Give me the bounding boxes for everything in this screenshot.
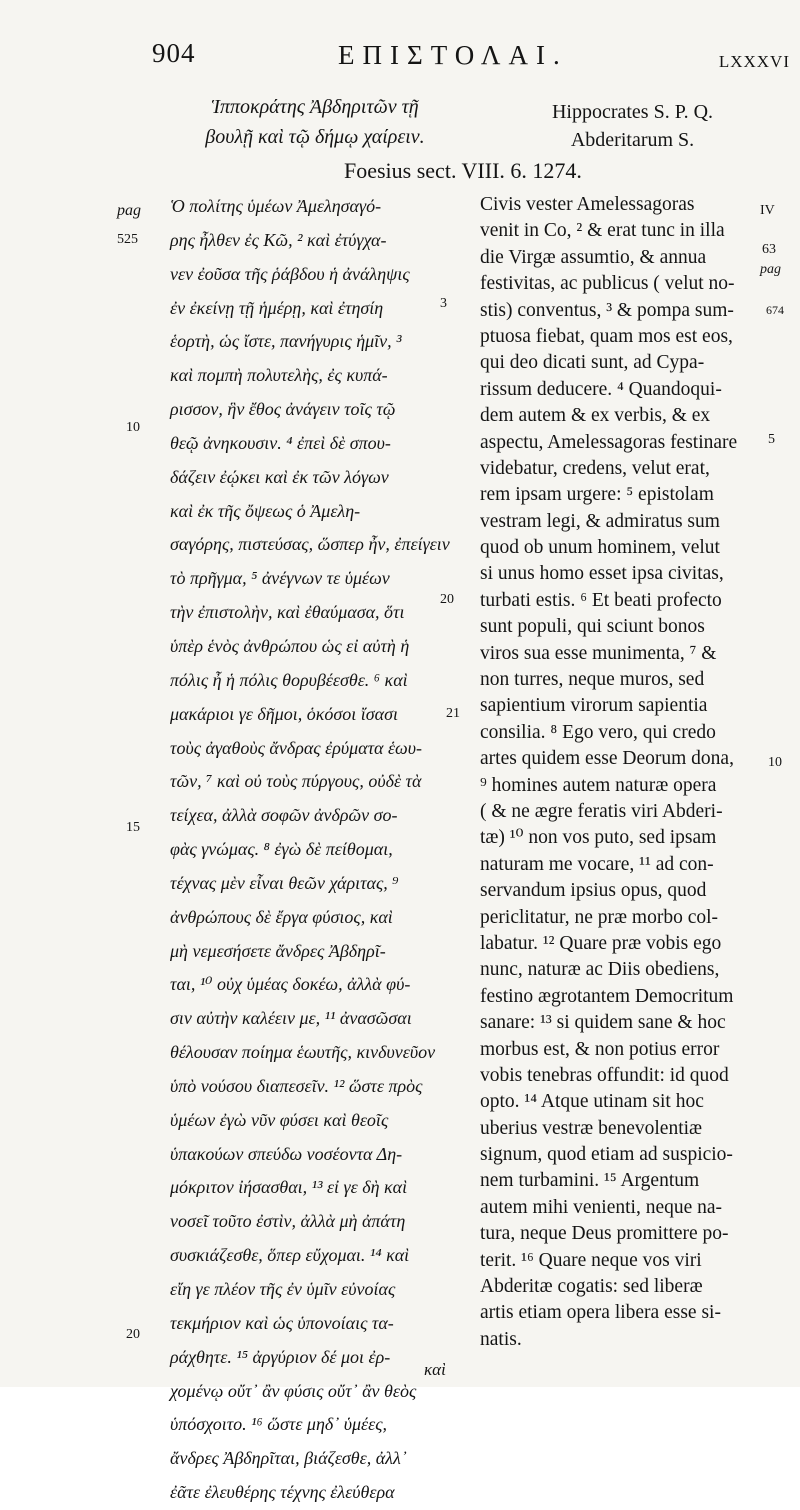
margin-page-674: 674 [766, 303, 784, 317]
greek-text-line: μὴ νεμεσήσετε ἄνδρες Ἀβδηρῖ- [170, 940, 386, 961]
latin-text-line: terit. ¹⁶ Quare neque vos viri [480, 1249, 702, 1271]
greek-text-line: ὑπὲρ ἑνὸς ἀνθρώπου ὡς εἰ αὐτὴ ἡ [170, 635, 410, 656]
margin-note-10: 10 [768, 755, 782, 770]
latin-text-line: viros sua esse munimenta, ⁷ & [480, 642, 717, 664]
latin-text-line: die Virgæ assumtio, & annua [480, 246, 707, 268]
greek-text-line: χομένῳ οὔτ᾽ ἂν φύσις οὔτ᾽ ἂν θεὸς [170, 1380, 417, 1401]
latin-text-line: quod ob unum hominem, velut [480, 537, 720, 559]
greek-text-line: ὑμέων ἐγὼ νῦν φύσει καὶ θεοῖς [170, 1109, 389, 1130]
latin-title-line: Abderitarum S. [570, 129, 695, 151]
greek-text-line: θέλουσαν ποίημα ἑωυτῆς, κινδυνεῦον [170, 1042, 436, 1063]
greek-text-line: μόκριτον ἰήσασθαι, ¹³ εἰ γε δὴ καὶ [170, 1177, 408, 1198]
margin-line-20: 20 [126, 1327, 140, 1342]
greek-text-line: τείχεα, ἀλλὰ σοφῶν ἀνδρῶν σο- [170, 805, 398, 826]
greek-text-line: μακάριοι γε δῆμοι, ὁκόσοι ἴσασι [170, 703, 398, 724]
greek-text-line: ἐᾶτε ἐλευθέρης τέχνης ἐλεύθερα [170, 1482, 395, 1503]
greek-text-line: τὸ πρῆγμα, ⁵ ἀνέγνων τε ὑμέων [170, 568, 390, 589]
latin-text-line: opto. ¹⁴ Atque utinam sit hoc [480, 1091, 704, 1113]
greek-text-line: τῶν, ⁷ καὶ οὐ τοὺς πύργους, οὐδὲ τὰ [170, 771, 422, 792]
greek-text-line: ρισσον, ἣν ἔθος ἀνάγειν τοῖς τῷ [170, 399, 396, 420]
latin-text-line: festino ægrotantem Democritum [480, 985, 734, 1007]
greek-text-line: δάζειν ἐῴκει καὶ ἐκ τῶν λόγων [170, 466, 389, 487]
latin-text-line: non turres, neque muros, sed [480, 669, 705, 691]
margin-note-IV: IV [760, 203, 775, 218]
greek-column [170, 190, 462, 1510]
latin-text-line: turbati estis. ⁶ Et beati profecto [480, 589, 722, 611]
latin-text-line: tæ) ¹⁰ non vos puto, sed ipsam [480, 827, 717, 849]
latin-text-line: morbus est, & non potius error [480, 1038, 720, 1060]
greek-text-line: τὴν ἐπιστολὴν, καὶ ἐθαύμασα, ὅτι [170, 602, 405, 623]
latin-text-line: artes quidem esse Deorum dona, [480, 748, 734, 770]
latin-title-line: Hippocrates S. P. Q. [551, 101, 714, 123]
latin-text-line: rem ipsam urgere: ⁵ epistolam [480, 484, 714, 506]
latin-text-line: labatur. ¹² Quare præ vobis ego [480, 932, 722, 954]
latin-column [480, 192, 770, 1353]
latin-text-line: servandum ipsius opus, quod [480, 880, 707, 902]
greek-text-line: καὶ ἐκ τῆς ὄψεως ὁ Ἀμελη- [170, 500, 361, 521]
latin-text-line: videbatur, credens, velut erat, [480, 457, 710, 479]
signature-mark: LXXXVI [718, 52, 790, 71]
latin-text-line: vobis tenebras offundit: id quod [480, 1064, 729, 1086]
greek-text-line: τοὺς ἀγαθοὺς ἄνδρας ἐρύματα ἑωυ- [170, 737, 423, 758]
margin-note-5: 5 [768, 432, 775, 447]
greek-text-line: καὶ πομπὴ πολυτελὴς, ἐς κυπά- [170, 365, 388, 386]
latin-text-line: dem autem & ex verbis, & ex [480, 405, 711, 427]
latin-text-line: tura, neque Deus promittere po- [480, 1223, 729, 1245]
greek-text-line: ὑπὸ νούσου διαπεσεῖν. ¹² ὥστε πρὸς [170, 1075, 423, 1096]
latin-text-line: consilia. ⁸ Ego vero, qui credo [480, 721, 716, 743]
latin-text-line: Abderitæ cogatis: sed liberæ [480, 1276, 703, 1298]
greek-text-line: ἄνδρες Ἀβδηρῖται, βιάζεσθε, ἀλλ᾽ [170, 1448, 407, 1469]
latin-text-line: autem mihi venienti, neque na- [480, 1196, 723, 1218]
latin-text-line: periclitatur, ne præ morbo col- [480, 906, 719, 928]
latin-text-line: nunc, naturæ ac Diis obediens, [480, 959, 720, 981]
greek-text-line: συσκιάζεσθε, ὅπερ εὔχομαι. ¹⁴ καὶ [170, 1245, 410, 1266]
margin-line-15: 15 [126, 820, 140, 835]
latin-text-line: sanare: ¹³ si quidem sane & hoc [480, 1012, 726, 1034]
greek-text-line: ἀνθρώπους δὲ ἔργα φύσιος, καὶ [170, 906, 393, 927]
latin-text-line: nem turbamini. ¹⁵ Argentum [480, 1170, 700, 1192]
latin-text-line: vestram legi, & admiratus sum [480, 510, 720, 532]
greek-text-line: σιν αὐτὴν καλέειν με, ¹¹ ἀνασῶσαι [170, 1008, 412, 1029]
latin-text-line: ( & ne ægre feratis viri Abderi- [480, 800, 723, 822]
margin-note-3: 3 [440, 296, 447, 311]
greek-text-line: ὑπακούων σπεύδω νοσέοντα Δη- [170, 1143, 403, 1164]
greek-text-line: θεῷ ἀνηκουσιν. ⁴ ἐπεὶ δὲ σπου- [170, 432, 391, 453]
latin-letter-title [465, 98, 800, 154]
latin-text-line: stis) conventus, ³ & pompa sum- [480, 299, 734, 321]
greek-text-line: ράχθητε. ¹⁵ ἀργύριον δέ μοι ἐρ- [170, 1346, 391, 1367]
latin-text-line: uberius vestræ benevolentiæ [480, 1117, 703, 1139]
page-number: 904 [152, 38, 196, 68]
margin-note-20: 20 [440, 592, 454, 607]
greek-letter-title [165, 92, 465, 152]
latin-text-line: artis etiam opera libera esse si- [480, 1302, 721, 1324]
margin-pag-left: pag [117, 202, 141, 219]
latin-text-line: naturam me vocare, ¹¹ ad con- [480, 853, 714, 875]
greek-text-line: ὑπόσχοιτο. ¹⁶ ὥστε μηδ᾽ ὑμέες, [170, 1414, 388, 1435]
greek-text-line: φὰς γνώμας. ⁸ ἐγὼ δὲ πείθομαι, [170, 839, 393, 860]
margin-pag-right: pag [760, 262, 781, 277]
latin-text-line: natis. [480, 1328, 522, 1350]
latin-text-line: sapientium virorum sapientia [480, 695, 708, 717]
foesius-reference: Foesius sect. VIII. 6. 1274. [344, 158, 582, 183]
greek-text-line: ρης ἦλθεν ἐς Κῶ, ² καὶ ἐτύγχα- [170, 229, 387, 250]
greek-text-line: ἐν ἐκείνῃ τῇ ἡμέρῃ, καὶ ἐτησίη [170, 297, 384, 318]
latin-text-line: venit in Co, ² & erat tunc in illa [480, 220, 725, 242]
greek-title-line: Ἱπποκράτης Ἀβδηριτῶν τῇ [211, 96, 419, 118]
greek-text-line: Ὁ πολίτης ὑμέων Ἀμελησαγό- [170, 196, 382, 216]
greek-text-line: ται, ¹⁰ οὐχ ὑμέας δοκέω, ἀλλὰ φύ- [170, 974, 411, 995]
greek-text-line: σαγόρης, πιστεύσας, ὥσπερ ἦν, ἐπείγειν [170, 534, 450, 555]
latin-text-line: qui deo dicati sunt, ad Cypa- [480, 352, 705, 374]
latin-text-line: ⁹ homines autem naturæ opera [480, 774, 717, 796]
catchword: καὶ [424, 1360, 446, 1379]
latin-text-line: ptuosa fiebat, quam mos est eos, [480, 325, 733, 347]
running-title: ΕΠΙΣΤΟΛΑΙ. [338, 40, 568, 70]
greek-text-line: τέχνας μὲν εἶναι θεῶν χάριτας, ⁹ [170, 872, 399, 893]
margin-line-10: 10 [126, 420, 140, 435]
greek-text-line: πόλις ἦ ἡ πόλις θορυβέεσθε. ⁶ καὶ [170, 669, 408, 690]
latin-text-line: sunt populi, qui sciunt bonos [480, 616, 705, 638]
latin-text-line: signum, quod etiam ad suspicio- [480, 1144, 733, 1166]
greek-title-line: βουλῇ καὶ τῷ δήμῳ χαίρειν. [205, 126, 425, 148]
latin-text-line: si unus homo esset ipsa civitas, [480, 563, 724, 585]
greek-text-line: νοσεῖ τοῦτο ἐστὶν, ἀλλὰ μὴ ἀπάτη [170, 1211, 406, 1232]
margin-note-21: 21 [446, 706, 460, 721]
greek-text-line: εἴη γε πλέον τῆς ἐν ὑμῖν εὐνοίας [170, 1279, 396, 1299]
margin-page-525: 525 [117, 232, 138, 247]
greek-text-line: νεν ἐοῦσα τῆς ῥάβδου ἡ ἀνάληψις [170, 263, 410, 284]
latin-text-line: Civis vester Amelessagoras [480, 194, 695, 215]
greek-text-line: τεκμήριον καὶ ὡς ὑπονοίαις τα- [170, 1312, 394, 1333]
greek-text-line: ἑορτὴ, ὡς ἴστε, πανήγυρις ἡμῖν, ³ [170, 331, 402, 352]
latin-text-line: aspectu, Amelessagoras festinare [480, 431, 738, 453]
margin-note-63: 63 [762, 242, 776, 257]
latin-text-line: festivitas, ac publicus ( velut no- [480, 273, 735, 295]
latin-text-line: rissum deducere. ⁴ Quandoqui- [480, 378, 722, 400]
